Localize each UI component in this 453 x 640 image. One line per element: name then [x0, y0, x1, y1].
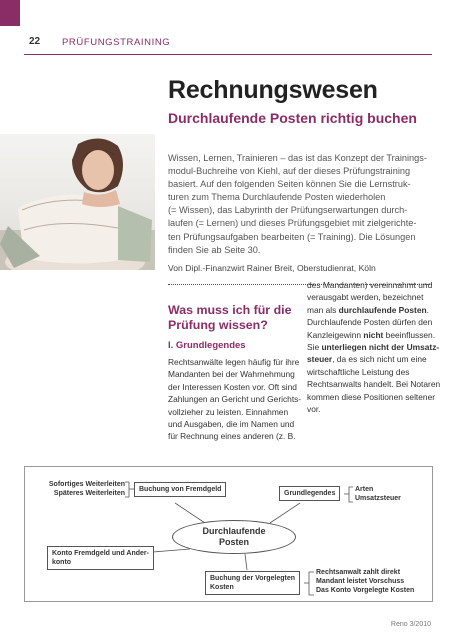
- body-line: verausgabt werden, bezeichnet: [307, 292, 424, 303]
- diagram-label: Kosten: [210, 584, 234, 591]
- body-line: Zahlungen an Gericht und Gerichts-: [168, 394, 302, 405]
- bold-term: unterliegen nicht der Umsatz-: [321, 342, 440, 353]
- diagram-label: Rechtsanwalt zahlt direkt: [316, 569, 401, 576]
- intro-paragraph: [168, 152, 433, 257]
- intro-line: ten Prüfungsaufgaben bearbeiten (= Training). Die Lösungen: [168, 231, 416, 242]
- chapter-tab: [0, 0, 20, 26]
- body-line: [307, 341, 440, 353]
- diagram-label-left-top: [33, 480, 125, 498]
- footer-issue: Reno 3/2010: [390, 621, 431, 628]
- question-heading: [168, 303, 291, 333]
- diagram-label: Späteres Weiterleiten: [53, 490, 125, 497]
- intro-line: (= Wissen), das Labyrinth der Prüfungserwartungen durch-: [168, 205, 408, 216]
- diagram-label: Buchung der Vorgelegten: [210, 575, 296, 582]
- diagram-box-fremdgeld: Buchung von Fremdgeld: [134, 482, 226, 497]
- diagram-label-right-top: [355, 485, 401, 503]
- body-line: Rechtsanwalts handelt. Bei Notaren: [307, 379, 441, 390]
- body-line: [307, 353, 433, 365]
- header-divider: [24, 54, 432, 55]
- page-number: 22: [29, 36, 41, 47]
- diagram-center-node: [172, 520, 296, 554]
- diagram-box-vorgelegte-kosten: [205, 571, 300, 595]
- bold-term: durchlaufende Posten: [338, 304, 427, 315]
- body-line: [307, 329, 436, 341]
- diagram-box-grundlegendes: Grundlegendes: [279, 486, 340, 501]
- intro-line: basiert. Auf den folgenden Seiten können Sie die Lernstruk-: [168, 179, 411, 190]
- diagram-label: Arten: [355, 486, 374, 493]
- body-text: Kanzleigewinn: [307, 329, 364, 340]
- diagram-label: Das Konto Vorgelegte Kosten: [316, 587, 415, 594]
- body-column-left: [168, 356, 302, 443]
- author-line: Von Dipl.-Finanzwirt Rainer Breit, Oberstudienrat, Köln: [168, 263, 376, 273]
- diagram-box-konto: [47, 546, 154, 570]
- body-line: und Ausgaben, die im Namen und: [168, 419, 295, 430]
- diagram-label: konto: [52, 559, 72, 566]
- intro-line: finden Sie ab Seite 30.: [168, 244, 261, 255]
- diagram-center-label: Durchlaufende: [202, 526, 266, 536]
- body-text: beeinflussen.: [383, 329, 436, 340]
- body-line: der Interessen Kosten vor. Oft sind: [168, 381, 297, 392]
- body-line: des Mandanten) vereinnahmt und: [307, 280, 433, 290]
- mindmap-diagram: [24, 466, 433, 602]
- section-title: PRÜFUNGSTRAINING: [62, 37, 171, 48]
- body-line: Durchlaufende Posten dürfen den: [307, 317, 433, 328]
- diagram-label: Sofortiges Weiterleiten: [48, 481, 125, 488]
- diagram-label: Mandant leistet Vorschuss: [316, 578, 405, 585]
- article-title: Rechnungswesen: [168, 76, 378, 104]
- intro-line: laufen (= Lernen) und dieses Prüfungsgebiet mit zielgerichte-: [168, 218, 417, 229]
- body-line: vor.: [307, 404, 321, 415]
- body-line: [307, 304, 433, 316]
- woman-with-binders-photo: [0, 134, 155, 270]
- question-heading-line: Was muss ich für die: [168, 303, 292, 317]
- diagram-center-label: Posten: [218, 537, 249, 547]
- body-line: Mandanten bei der Wahrnehmung: [168, 369, 295, 380]
- body-text: man als: [307, 304, 339, 315]
- subheading: I. Grundlegendes: [168, 340, 246, 351]
- article-subtitle: Durchlaufende Posten richtig buchen: [168, 110, 417, 126]
- bold-term: nicht: [363, 329, 384, 340]
- body-line: vollzieher zu leisten. Einnahmen: [168, 406, 289, 417]
- diagram-label-right-bottom: [316, 568, 414, 595]
- body-line: kommen diese Positionen seltener: [307, 391, 436, 402]
- body-line: wirtschaftliche Leistung des: [307, 366, 410, 377]
- body-text: , da es sich nicht um eine: [332, 354, 427, 365]
- intro-line: Wissen, Lernen, Trainieren – das ist das Konzept der Trainings-: [168, 153, 427, 163]
- intro-line: modul-Buchreihe von Kiehl, auf der dieses Prüfungstraining: [168, 166, 411, 177]
- body-line: Rechtsanwälte legen häufig für ihre: [168, 357, 300, 367]
- body-text: .: [426, 304, 429, 315]
- body-text: Sie: [307, 342, 322, 353]
- body-column-right: [307, 279, 441, 415]
- diagram-label: Umsatzsteuer: [355, 495, 401, 502]
- question-heading-line: Prüfung wissen?: [168, 318, 268, 332]
- diagram-label: Konto Fremdgeld und Ander-: [52, 550, 149, 557]
- intro-line: turen zum Thema Durchlaufende Posten wiederholen: [168, 192, 386, 203]
- body-line: für Rechnung eines anderen (z. B.: [168, 431, 296, 442]
- bold-term: steuer: [307, 354, 333, 365]
